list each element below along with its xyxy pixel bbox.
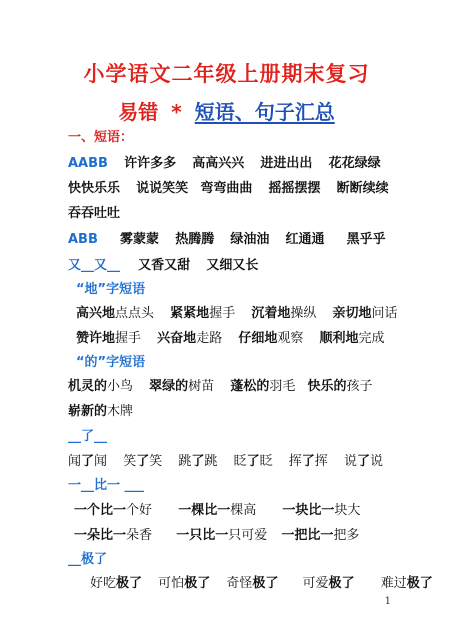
di-rest: 问话: [371, 306, 398, 321]
ji-label: __极了: [68, 552, 108, 567]
di-rest: 观察: [277, 331, 304, 346]
bi-label: 一__比一 ___: [68, 478, 145, 493]
de-item: [149, 379, 214, 394]
de-keyword: 机灵的: [68, 379, 108, 394]
le-keyword: 了: [246, 454, 260, 469]
ji-a: 难过: [380, 576, 407, 591]
le-a: 眨: [233, 454, 247, 469]
di-item: [238, 331, 303, 346]
di-item: [76, 331, 141, 346]
di-rest: 握手: [115, 331, 142, 346]
phrase: 弯弯曲曲: [200, 181, 253, 196]
phrase: 又香又甜: [138, 258, 191, 273]
abb-row: [68, 232, 386, 248]
ji-a: 奇怪: [226, 576, 253, 591]
le-c: 眨: [259, 454, 273, 469]
phrase: 红通通: [285, 232, 325, 247]
le-item: [344, 454, 383, 469]
de-label: “的”字短语: [76, 355, 146, 370]
aabb-row-1: [68, 156, 381, 172]
di-keyword: 仔细地: [238, 331, 278, 346]
le-keyword: 了: [301, 454, 315, 469]
le-a: 笑: [123, 454, 137, 469]
ji-keyword: 极了: [184, 576, 211, 591]
ji-keyword: 极了: [328, 576, 355, 591]
de-keyword: 蓬松的: [230, 379, 270, 394]
you-label: 又__又__: [68, 258, 121, 273]
bi-item: [74, 528, 152, 543]
ji-keyword: 极了: [116, 576, 143, 591]
le-keyword: 了: [356, 454, 370, 469]
di-rest: 握手: [209, 306, 236, 321]
le-item: [123, 454, 162, 469]
le-c: 跳: [204, 454, 218, 469]
le-c: 笑: [149, 454, 163, 469]
ji-a: 可怕: [158, 576, 185, 591]
bi-c: 把多: [333, 528, 360, 543]
di-rest: 点点头: [115, 306, 155, 321]
di-keyword: 顺利地: [319, 331, 359, 346]
bi-keyword: 比一: [100, 503, 127, 518]
de-keyword: 快乐的: [307, 379, 347, 394]
di-rest: 操纵: [290, 306, 317, 321]
page-title: 小学语文二年级上册期末复习: [83, 62, 370, 86]
le-a: 挥: [288, 454, 302, 469]
bi-a: 一朵: [74, 528, 101, 543]
aabb-label: AABB: [68, 156, 108, 171]
ji-row: [90, 576, 433, 592]
di-item: [251, 306, 316, 321]
di-keyword: 高兴地: [76, 306, 116, 321]
bi-row-1: [74, 503, 360, 519]
de-keyword: 翠绿的: [149, 379, 189, 394]
you-row: [68, 258, 258, 274]
di-item: [76, 306, 154, 321]
ji-a: 好吃: [90, 576, 117, 591]
ji-keyword: 极了: [252, 576, 279, 591]
phrase: 摇摇摆摆: [268, 181, 321, 196]
de-rest: 孩子: [346, 379, 373, 394]
phrase: 高高兴兴: [192, 156, 245, 171]
de-keyword: 崭新的: [68, 404, 108, 419]
phrase: 许许多多: [124, 156, 177, 171]
le-keyword: 了: [136, 454, 150, 469]
bi-keyword: 比一: [202, 528, 229, 543]
bi-c: 块大: [334, 503, 361, 518]
bi-item: [282, 503, 360, 518]
section-heading: 一、短语：: [68, 130, 134, 145]
le-a: 说: [343, 454, 357, 469]
ji-a: 可爱: [302, 576, 329, 591]
subtitle-part1: 易错: [118, 100, 159, 124]
aabb-row-3: [68, 206, 120, 222]
de-rest: 木牌: [107, 404, 134, 419]
di-item: [170, 306, 235, 321]
le-a: 闻: [68, 454, 82, 469]
le-item: [178, 454, 217, 469]
bi-a: 一: [178, 503, 192, 518]
de-row-2: [68, 404, 133, 420]
bi-c: 个好: [126, 503, 153, 518]
bi-keyword: 比一: [307, 528, 334, 543]
le-item: [234, 454, 273, 469]
bi-item: [178, 503, 256, 518]
phrase: 进进出出: [260, 156, 313, 171]
phrase: 绿油油: [230, 232, 270, 247]
le-keyword: 了: [191, 454, 205, 469]
subtitle-part2: 短语、句子汇总: [194, 100, 335, 124]
di-label: “地”字短语: [76, 282, 146, 297]
le-item: [289, 454, 328, 469]
de-item: [230, 379, 295, 394]
di-row-1: [76, 306, 398, 322]
ji-item: [381, 576, 433, 591]
phrase: 吞吞吐吐: [68, 206, 121, 221]
phrase: 说说笑笑: [136, 181, 189, 196]
le-c: 挥: [314, 454, 328, 469]
phrase: 热腾腾: [175, 232, 215, 247]
bi-a: 一只: [176, 528, 203, 543]
di-keyword: 赞许地: [76, 331, 116, 346]
bi-item: [176, 528, 267, 543]
bi-c: 棵高: [230, 503, 257, 518]
bi-item: [281, 528, 359, 543]
bi-row-2: [74, 528, 359, 544]
phrase: 又细又长: [206, 258, 259, 273]
phrase: 快快乐乐: [68, 181, 121, 196]
bi-a: 一个: [74, 503, 101, 518]
subtitle-star: *: [171, 100, 182, 124]
de-row-1: [68, 379, 373, 395]
ji-keyword: 极了: [406, 576, 433, 591]
le-c: 闻: [94, 454, 108, 469]
phrase: 花花绿绿: [328, 156, 381, 171]
le-label: __了__: [68, 429, 108, 444]
bi-a: 一把: [281, 528, 308, 543]
le-item: [68, 454, 107, 469]
le-a: 跳: [178, 454, 192, 469]
di-item: [320, 331, 385, 346]
de-item: [308, 379, 373, 394]
di-item: [333, 306, 398, 321]
le-keyword: 了: [81, 454, 95, 469]
di-rest: 走路: [196, 331, 223, 346]
de-rest: 小鸟: [107, 379, 134, 394]
abb-label: ABB: [68, 232, 98, 247]
di-keyword: 亲切地: [332, 306, 372, 321]
de-rest: 羽毛: [269, 379, 296, 394]
di-row-2: [76, 331, 385, 347]
bi-keyword: 比一: [100, 528, 127, 543]
ji-item: [90, 576, 142, 591]
di-rest: 完成: [358, 331, 385, 346]
di-keyword: 紧紧地: [170, 306, 210, 321]
di-item: [157, 331, 222, 346]
di-keyword: 沉着地: [251, 306, 291, 321]
le-c: 说: [369, 454, 383, 469]
bi-a: 一块: [282, 503, 309, 518]
ji-item: [303, 576, 355, 591]
aabb-row-2: [68, 181, 389, 197]
phrase: 黑乎乎: [346, 232, 386, 247]
ji-item: [158, 576, 210, 591]
bi-c: 只可爱: [228, 528, 268, 543]
bi-keyword: 棵比一: [191, 503, 231, 518]
de-item: [68, 379, 133, 394]
page-number: 1: [384, 596, 391, 607]
bi-keyword: 比一: [308, 503, 335, 518]
le-row: [68, 454, 383, 470]
ji-item: [226, 576, 278, 591]
page-subtitle: [0, 96, 453, 125]
phrase: 断断续续: [336, 181, 389, 196]
bi-c: 朵香: [126, 528, 153, 543]
de-rest: 树苗: [188, 379, 215, 394]
di-keyword: 兴奋地: [157, 331, 197, 346]
phrase: 雾蒙蒙: [120, 232, 160, 247]
bi-item: [74, 503, 152, 518]
